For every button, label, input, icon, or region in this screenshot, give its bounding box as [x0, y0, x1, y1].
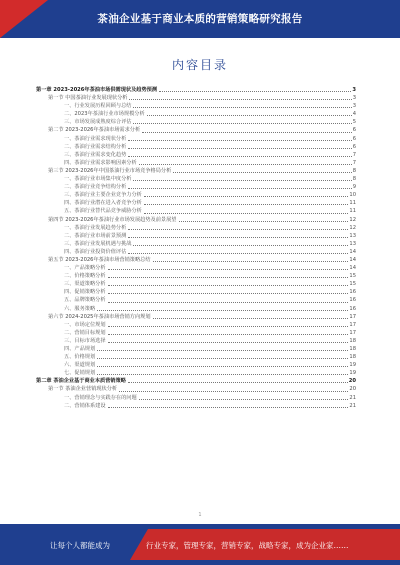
toc-entry-text: 二、茶油行业竞争结构分析 [64, 184, 127, 191]
toc-entry-text: 一、市场定位规划 [64, 321, 106, 328]
page-header [0, 0, 400, 38]
toc-leader-dots [128, 382, 348, 383]
toc-entry-page: 8 [352, 167, 356, 174]
toc-entry-text: 四、促销策略分析 [64, 289, 106, 296]
toc-entry-page: 6 [352, 135, 356, 142]
toc-entry-page: 16 [349, 289, 356, 296]
toc-entry-text: 三、茶油行业发展机遇与挑战 [64, 240, 132, 247]
toc-entry-text: 六、服务策略 [64, 305, 96, 312]
toc-entry[interactable] [36, 118, 356, 126]
toc-entry-page: 7 [352, 151, 356, 158]
toc-leader-dots [108, 277, 349, 278]
toc-entry-page: 18 [349, 337, 356, 344]
toc-entry[interactable] [36, 94, 356, 102]
toc-entry-text: 三、茶油行业主要企业竞争力分析 [64, 192, 142, 199]
toc-entry-page: 14 [349, 256, 356, 263]
toc-entry-text: 第一章 2023-2026年茶油市场供需现状及趋势预测 [36, 87, 158, 93]
toc-entry-text: 二、价格策略分析 [64, 273, 106, 280]
toc-entry-text: 四、茶油行业投资价值评估 [64, 248, 127, 255]
toc-entry-page: 19 [349, 362, 356, 369]
toc-entry[interactable] [36, 272, 356, 280]
toc-entry[interactable] [36, 199, 356, 207]
toc-leader-dots [108, 407, 349, 408]
toc-entry-text: 第一节 中国茶油行业发展现状分析 [48, 95, 128, 102]
toc-leader-dots [133, 245, 348, 246]
toc-leader-dots [142, 132, 352, 133]
toc-entry-text: 五、品牌策略分析 [64, 297, 106, 304]
toc-entry-page: 3 [352, 87, 356, 93]
toc-leader-dots [128, 229, 348, 230]
toc-entry[interactable] [36, 361, 356, 369]
toc-entry[interactable] [36, 183, 356, 191]
footer-lead-text: 让每个人都能成为 [50, 541, 110, 550]
toc-entry-page: 16 [349, 305, 356, 312]
toc-entry[interactable] [36, 110, 356, 118]
toc-entry[interactable] [36, 313, 356, 321]
table-of-contents [36, 86, 356, 410]
toc-entry[interactable] [36, 288, 356, 296]
toc-entry[interactable] [36, 385, 356, 393]
toc-leader-dots [97, 310, 348, 311]
toc-entry-text: 第三节 2023-2026年中国茶油行业市场竞争格局分析 [48, 167, 172, 174]
toc-entry-page: 12 [349, 216, 356, 223]
toc-entry[interactable] [36, 280, 356, 288]
toc-entry-text: 二、茶油行业市场前景预测 [64, 232, 127, 239]
toc-entry-text: 二、2023年茶油行业市场规模分析 [64, 111, 145, 118]
toc-entry-page: 17 [349, 329, 356, 336]
toc-entry-text: 五、价格规划 [64, 354, 96, 361]
toc-leader-dots [144, 196, 349, 197]
toc-entry-text: 四、产品规划 [64, 346, 96, 352]
toc-leader-dots [179, 221, 349, 222]
toc-entry-text: 第二节 2023-2026年茶油市场需求分析 [48, 127, 141, 134]
toc-entry[interactable] [36, 240, 356, 248]
toc-leader-dots [108, 342, 349, 343]
toc-entry-page: 13 [349, 232, 356, 239]
toc-leader-dots [97, 366, 348, 367]
toc-leader-dots [108, 285, 349, 286]
page-number: 1 [198, 512, 202, 518]
toc-entry-page: 20 [349, 386, 356, 393]
toc-entry[interactable] [36, 175, 356, 183]
toc-entry[interactable] [36, 224, 356, 232]
toc-entry-text: 第六节 2024-2025年茶油市场营销方向规划 [48, 313, 151, 320]
toc-leader-dots [128, 188, 351, 189]
toc-leader-dots [129, 99, 351, 100]
toc-entry-page: 10 [349, 192, 356, 199]
toc-leader-dots [97, 358, 348, 359]
toc-leader-dots [144, 213, 349, 214]
toc-entry-page: 18 [349, 346, 356, 352]
toc-heading: 内容目录 [171, 58, 228, 72]
toc-entry-page: 4 [352, 111, 356, 118]
toc-entry-page: 7 [352, 159, 356, 166]
toc-entry[interactable] [36, 256, 356, 264]
toc-entry-text: 第一节 茶油企业营销现状分析 [48, 386, 118, 393]
toc-entry-text: 三、茶油行业需求变化趋势 [64, 151, 127, 158]
toc-leader-dots [119, 391, 348, 392]
toc-leader-dots [128, 140, 351, 141]
toc-entry-text: 四、茶油行业需求影响因素分析 [64, 159, 137, 166]
toc-entry-text: 第四节 2023-2026年茶油行业市场发展趋势及前景展望 [48, 216, 177, 223]
toc-entry-text: 三、市场发展成熟度综合评估 [64, 119, 132, 126]
toc-entry[interactable] [36, 394, 356, 402]
toc-entry-text: 六、渠道规划 [64, 362, 96, 369]
toc-entry-page: 17 [349, 313, 356, 320]
toc-leader-dots [147, 115, 352, 116]
toc-leader-dots [97, 374, 348, 375]
toc-entry-page: 3 [352, 103, 356, 110]
toc-entry-text: 第五节 2023-2026年茶油市场营销策略总结 [48, 256, 151, 263]
toc-leader-dots [108, 302, 349, 303]
toc-entry-page: 21 [349, 394, 356, 401]
toc-entry-text: 五、茶油行业替代品竞争威胁分析 [64, 208, 142, 215]
toc-entry-page: 17 [349, 321, 356, 328]
toc-entry-text: 二、营销体系建设 [64, 402, 106, 409]
toc-entry-page: 9 [352, 184, 356, 191]
toc-leader-dots [173, 172, 351, 173]
toc-entry[interactable] [36, 377, 356, 385]
toc-entry[interactable] [36, 216, 356, 224]
toc-entry[interactable] [36, 232, 356, 240]
toc-entry[interactable] [36, 264, 356, 272]
toc-entry[interactable] [36, 159, 356, 167]
toc-leader-dots [97, 350, 348, 351]
toc-entry-page: 3 [352, 95, 356, 102]
toc-entry[interactable] [36, 305, 356, 313]
toc-entry[interactable] [36, 369, 356, 377]
toc-entry[interactable] [36, 207, 356, 215]
toc-entry[interactable] [36, 143, 356, 151]
toc-entry-text: 七、促销规划 [64, 370, 96, 377]
toc-entry[interactable] [36, 126, 356, 134]
toc-entry-page: 19 [349, 370, 356, 377]
toc-leader-dots [128, 237, 348, 238]
report-title: 茶油企业基于商业本质的营销策略研究报告 [97, 13, 303, 25]
toc-leader-dots [128, 148, 351, 149]
toc-entry[interactable] [36, 102, 356, 110]
toc-entry-text: 二、营销目标规划 [64, 329, 106, 336]
toc-entry[interactable] [36, 345, 356, 353]
toc-entry-text: 二、茶油行业需求结构分析 [64, 143, 127, 150]
toc-entry-page: 5 [352, 119, 356, 126]
toc-entry-page: 18 [349, 354, 356, 361]
toc-entry[interactable] [36, 248, 356, 256]
toc-entry-text: 三、目标市场选择 [64, 337, 106, 344]
toc-entry-text: 第二章 茶油企业基于商业本质营销策略 [36, 378, 126, 385]
toc-leader-dots [108, 269, 349, 270]
toc-leader-dots [133, 123, 351, 124]
toc-leader-dots [108, 326, 349, 327]
footer-slogan: 行业专家，管理专家，营销专家，战略专家，成为企业家…… [146, 541, 349, 550]
toc-entry[interactable] [36, 167, 356, 175]
toc-entry-page: 11 [349, 208, 356, 215]
toc-entry-page: 15 [349, 281, 356, 288]
toc-entry[interactable] [36, 191, 356, 199]
toc-leader-dots [108, 293, 349, 294]
toc-entry-text: 一、行业发展历程回顾与总结 [64, 103, 132, 110]
toc-entry-text: 一、茶油行业需求现状分析 [64, 135, 127, 142]
toc-leader-dots [153, 318, 349, 319]
toc-entry-page: 16 [349, 297, 356, 304]
toc-entry-page: 14 [349, 265, 356, 272]
toc-leader-dots [139, 399, 349, 400]
toc-entry[interactable] [36, 151, 356, 159]
toc-entry[interactable] [36, 402, 356, 410]
toc-entry-page: 20 [348, 378, 356, 385]
toc-entry-page: 13 [349, 240, 356, 247]
toc-leader-dots [144, 204, 349, 205]
toc-entry-page: 6 [352, 143, 356, 150]
toc-leader-dots [133, 107, 351, 108]
toc-leader-dots [128, 253, 348, 254]
toc-entry-text: 一、产品策略分析 [64, 265, 106, 272]
toc-leader-dots [153, 261, 349, 262]
page-footer [0, 524, 400, 565]
toc-entry-text: 一、茶油行业发展趋势分析 [64, 224, 127, 231]
toc-entry[interactable] [36, 353, 356, 361]
toc-entry-page: 14 [349, 248, 356, 255]
toc-entry-page: 12 [349, 224, 356, 231]
toc-entry-page: 8 [352, 176, 356, 183]
toc-entry[interactable] [36, 329, 356, 337]
toc-leader-dots [108, 334, 349, 335]
toc-entry[interactable] [36, 296, 356, 304]
toc-entry[interactable] [36, 135, 356, 143]
toc-entry-page: 6 [352, 127, 356, 134]
toc-leader-dots [159, 91, 351, 92]
toc-leader-dots [133, 180, 351, 181]
toc-entry[interactable] [36, 337, 356, 345]
toc-entry-page: 21 [349, 402, 356, 409]
toc-entry-text: 三、渠道策略分析 [64, 281, 106, 288]
toc-leader-dots [139, 164, 352, 165]
toc-entry-page: 15 [349, 273, 356, 280]
toc-leader-dots [128, 156, 351, 157]
toc-entry[interactable] [36, 321, 356, 329]
toc-entry-text: 四、茶油行业潜在进入者竞争分析 [64, 200, 142, 207]
toc-entry-page: 11 [349, 200, 356, 207]
toc-entry[interactable] [36, 86, 356, 94]
toc-entry-text: 一、营销理念与实践存在的问题 [64, 394, 137, 401]
toc-entry-text: 一、茶油行业市场集中度分析 [64, 176, 132, 183]
